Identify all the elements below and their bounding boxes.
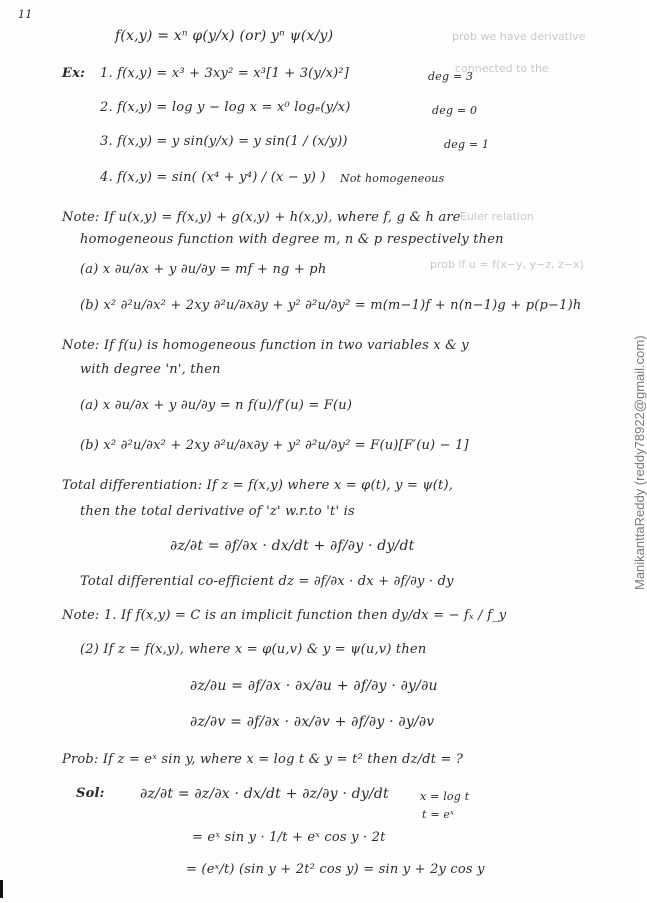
total-differentiation-text: then the total derivative of 'z' w.r.to 't' is — [80, 504, 355, 519]
watermark-text: ManikanttaReddy (reddy78922@gmail.com) — [632, 335, 647, 590]
chain-rule-u: ∂z/∂u = ∂f/∂x · ∂x/∂u + ∂f/∂y · ∂y/∂u — [190, 678, 438, 694]
example-3: 3. f(x,y) = y sin(y/x) = y sin(1 / (x/y)) — [100, 134, 348, 149]
note-3-implicit: Note: 1. If f(x,y) = C is an implicit function then dy/dx = − fₓ / f_y — [62, 608, 507, 623]
watermark — [618, 300, 647, 590]
page-corner-mark: 11 — [18, 8, 33, 21]
homogeneous-definition: f(x,y) = xⁿ φ(y/x) (or) yⁿ ψ(x/y) — [115, 28, 334, 44]
example-1-degree: deg = 3 — [428, 70, 474, 83]
edge-mark — [0, 880, 3, 898]
example-4-note: Not homogeneous — [340, 172, 445, 185]
solution-step-2: = eˣ sin y · 1/t + eˣ cos y · 2t — [192, 830, 386, 845]
total-differential-coefficient: Total differential co-efficient dz = ∂f/∂x · dx + ∂f/∂y · dy — [80, 574, 454, 589]
example-label: Ex: — [62, 66, 86, 81]
note-2-a: (a) x ∂u/∂x + y ∂u/∂y = n f(u)/f′(u) = F(u) — [80, 398, 353, 413]
solution-label: Sol: — [76, 786, 105, 801]
example-2-degree: deg = 0 — [432, 104, 478, 117]
note-1-text: Note: If u(x,y) = f(x,y) + g(x,y) + h(x,y), where f, g & h are — [62, 210, 461, 225]
note-1-b: (b) x² ∂²u/∂x² + 2xy ∂²u/∂x∂y + y² ∂²u/∂y² = m(m−1)f + n(n−1)g + p(p−1)h — [80, 298, 582, 313]
total-derivative-formula: ∂z/∂t = ∂f/∂x · dx/dt + ∂f/∂y · dy/dt — [170, 538, 415, 554]
solution-side-note-1: x = log t — [420, 790, 470, 803]
example-1: 1. f(x,y) = x³ + 3xy² = x³[1 + 3(y/x)²] — [100, 66, 350, 81]
example-2: 2. f(x,y) = log y − log x = x⁰ logₑ(y/x) — [100, 100, 351, 115]
bleed-through-text: connected to the — [455, 62, 549, 75]
note-3-chain: (2) If z = f(x,y), where x = φ(u,v) & y = ψ(u,v) then — [80, 642, 427, 657]
note-1-a: (a) x ∂u/∂x + y ∂u/∂y = mf + ng + ph — [80, 262, 327, 277]
note-2-text: Note: If f(u) is homogeneous function in two variables x & y — [62, 338, 469, 353]
bleed-through-text: prob we have derivative — [452, 30, 586, 43]
bleed-through-text: prob if u = f(x−y, y−z, z−x) — [430, 258, 584, 271]
note-2-text-cont: with degree 'n', then — [80, 362, 221, 377]
solution-side-note-2: t = eˣ — [422, 808, 455, 821]
problem-statement: Prob: If z = eˣ sin y, where x = log t & y = t² then dz/dt = ? — [62, 752, 464, 767]
solution-step-1: ∂z/∂t = ∂z/∂x · dx/dt + ∂z/∂y · dy/dt — [140, 786, 389, 802]
example-3-degree: deg = 1 — [444, 138, 490, 151]
solution-step-3: = (eˣ/t) (sin y + 2t² cos y) = sin y + 2y cos y — [186, 862, 485, 877]
example-4: 4. f(x,y) = sin( (x⁴ + y⁴) / (x − y) ) — [100, 170, 326, 185]
note-2-b: (b) x² ∂²u/∂x² + 2xy ∂²u/∂x∂y + y² ∂²u/∂y² = F(u)[F′(u) − 1] — [80, 438, 469, 453]
note-1-text-cont: homogeneous function with degree m, n & p respectively then — [80, 232, 504, 247]
chain-rule-v: ∂z/∂v = ∂f/∂x · ∂x/∂v + ∂f/∂y · ∂y/∂v — [190, 714, 435, 730]
total-differentiation-heading: Total differentiation: If z = f(x,y) where x = φ(t), y = ψ(t), — [62, 478, 454, 493]
bleed-through-text: Euler relation — [460, 210, 534, 223]
